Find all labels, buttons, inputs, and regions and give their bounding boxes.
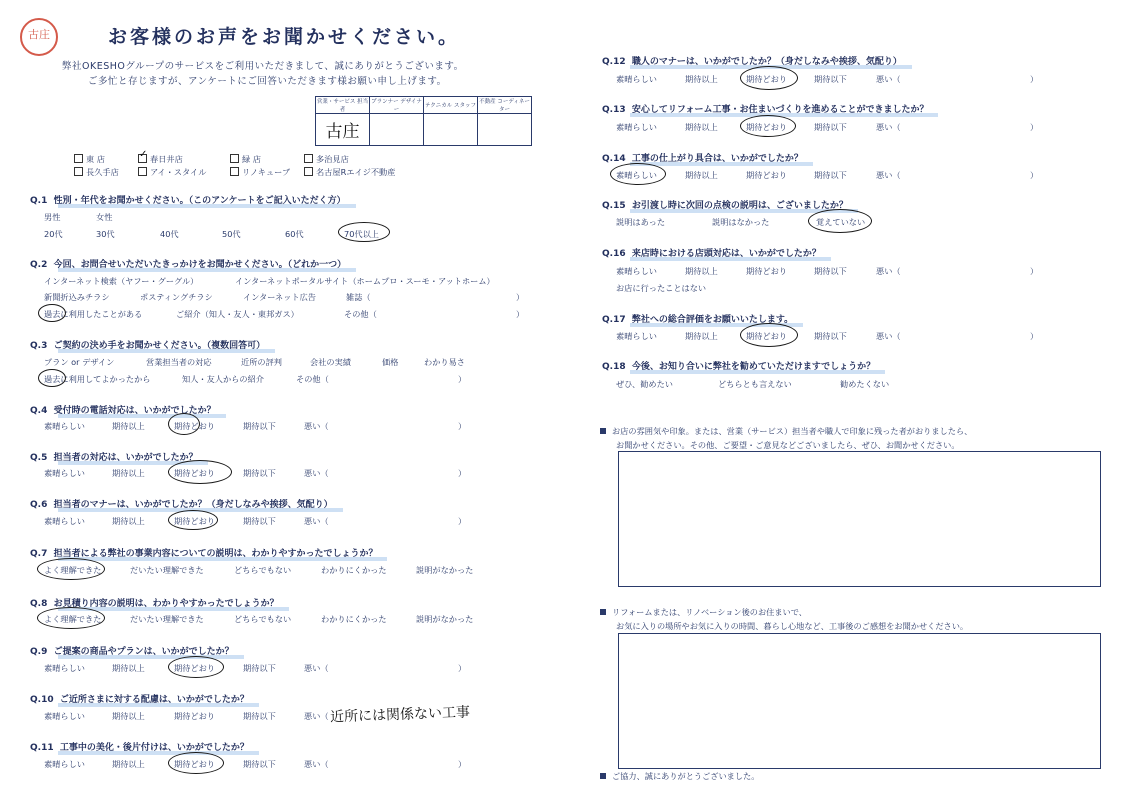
question-heading — [602, 102, 928, 115]
question-number: Q.2 — [30, 260, 48, 270]
option[interactable]: 新聞折込みチラシ — [44, 292, 110, 302]
option[interactable]: 悪い（ — [876, 122, 901, 132]
option[interactable]: 説明はあった — [616, 217, 666, 227]
option[interactable]: わかりにくかった — [321, 565, 387, 575]
store-checkbox[interactable] — [74, 167, 119, 178]
paren-close: ） — [1030, 331, 1039, 341]
checkbox-icon — [304, 167, 313, 176]
store-label: 東 店 — [86, 154, 105, 164]
store-label: 名古屋Rエイジ不動産 — [316, 167, 396, 177]
staff-header-realestate: 不動産 コーディネーター — [478, 97, 532, 114]
question-number: Q.11 — [30, 743, 54, 753]
question-number: Q.7 — [30, 549, 48, 559]
question-text: 性別・年代をお聞かせください。（このアンケートをご記入いただく方） — [53, 196, 346, 206]
selection-circle — [740, 66, 798, 90]
question-number: Q.4 — [30, 406, 48, 416]
question-heading — [30, 338, 265, 351]
option[interactable]: 営業担当者の対応 — [146, 357, 212, 367]
store-label: リノキューブ — [242, 167, 291, 177]
paren-close: ） — [1030, 170, 1039, 180]
option[interactable]: 期待以上 — [112, 468, 145, 478]
paren-close: ） — [516, 292, 525, 302]
question-number: Q.9 — [30, 647, 48, 657]
option[interactable]: 素晴らしい — [616, 331, 657, 341]
option[interactable]: 期待どおり — [746, 331, 787, 341]
selection-circle — [808, 209, 872, 233]
intro-line-2: ご多忙と存じますが、アンケートにご回答いただきます様お願い申し上げます。 — [88, 76, 447, 87]
question-text: ご近所さまに対する配慮は、いかがでしたか？ — [59, 695, 249, 705]
option[interactable]: 男性 — [44, 212, 61, 222]
comment-prompt-line: お店の雰囲気や印象。または、営業（サービス）担当者や職人で印象に残った者がおりましたら、 — [612, 426, 973, 436]
question-text: 安心してリフォーム工事・お住まいづくりを進めることができましたか？ — [631, 105, 929, 115]
question-heading — [30, 692, 249, 705]
option[interactable]: 期待どおり — [174, 711, 215, 721]
question-number: Q.8 — [30, 599, 48, 609]
question-text: 工事の仕上がり具合は、いかがでしたか？ — [631, 154, 803, 164]
option[interactable]: 素晴らしい — [616, 74, 657, 84]
option[interactable]: 期待以下 — [814, 122, 847, 132]
option[interactable]: 期待以下 — [243, 468, 276, 478]
option[interactable]: 期待以上 — [685, 170, 718, 180]
paren-close: ） — [516, 309, 525, 319]
question-text: 今回、お問合せいただいたきっかけをお聞かせください。（どれか一つ） — [53, 260, 347, 270]
option[interactable]: 素晴らしい — [616, 122, 657, 132]
question-text: 来店時における店頭対応は、いかがでしたか？ — [631, 249, 821, 259]
question-number: Q.1 — [30, 196, 48, 206]
closing-text: ご協力、誠にありがとうございました。 — [612, 771, 760, 781]
question-number: Q.5 — [30, 453, 48, 463]
option[interactable]: 勧めたくない — [840, 379, 890, 389]
option[interactable]: 期待以上 — [112, 759, 145, 769]
question-text: 弊社への総合評価をお願いいたします。 — [631, 315, 794, 325]
question-heading — [30, 546, 377, 559]
option[interactable]: 素晴らしい — [44, 421, 85, 431]
option[interactable]: 素晴らしい — [44, 516, 85, 526]
question-number: Q.6 — [30, 500, 48, 510]
selection-circle — [610, 163, 666, 185]
paren-close: ） — [458, 759, 467, 769]
question-text: 担当者の対応は、いかがでしたか？ — [53, 453, 198, 463]
comment-prompt-line: お聞かせください。その他、ご要望・ご意見などございましたら、ぜひ、お聞かせください。 — [616, 440, 960, 450]
staff-header-technical: テクニカル スタッフ — [424, 97, 478, 114]
option[interactable]: 50代 — [222, 229, 241, 239]
selection-circle — [338, 222, 390, 242]
option[interactable]: どちらでもない — [234, 614, 292, 624]
paren-close: ） — [1030, 74, 1039, 84]
option[interactable]: 期待以上 — [685, 122, 718, 132]
option[interactable]: 期待どおり — [746, 74, 787, 84]
staff-table — [315, 96, 532, 146]
question-text: 職人のマナーは、いかがでしたか？（身だしなみや挨拶、気配り） — [631, 57, 902, 67]
question-text: 担当者のマナーは、いかがでしたか？（身だしなみや挨拶、気配り） — [53, 500, 333, 510]
comment-prompt-1 — [600, 424, 972, 452]
option[interactable]: 期待どおり — [746, 122, 787, 132]
question-number: Q.18 — [602, 362, 626, 372]
option[interactable]: 近所の評判 — [241, 357, 282, 367]
store-checkbox[interactable] — [230, 167, 290, 178]
question-heading — [30, 257, 346, 270]
selection-circle — [37, 558, 105, 580]
option[interactable]: 期待以上 — [685, 331, 718, 341]
checkbox-icon — [230, 167, 239, 176]
page-title: お客様のお声をお聞かせください。 — [108, 26, 461, 48]
checkbox-icon — [74, 154, 83, 163]
question-heading — [602, 359, 875, 372]
option[interactable]: 素晴らしい — [44, 663, 85, 673]
square-bullet-icon — [600, 609, 606, 615]
option[interactable]: 悪い（ — [876, 266, 901, 276]
question-number: Q.13 — [602, 105, 626, 115]
selection-circle — [168, 413, 200, 435]
option[interactable]: 説明はなかった — [712, 217, 770, 227]
paren-close: ） — [458, 516, 467, 526]
selection-circle — [37, 607, 105, 629]
option[interactable]: 60代 — [285, 229, 304, 239]
store-label: 春日井店 — [150, 154, 183, 164]
option[interactable]: プラン or デザイン — [44, 357, 115, 367]
question-number: Q.12 — [602, 57, 626, 67]
option[interactable]: 覚えていない — [816, 217, 866, 227]
staff-sales-name: 古庄 — [325, 122, 360, 142]
option[interactable]: 期待以下 — [814, 266, 847, 276]
option[interactable]: 期待どおり — [174, 468, 215, 478]
comment-box-after-construction[interactable] — [618, 633, 1101, 769]
option[interactable]: 期待以上 — [112, 516, 145, 526]
square-bullet-icon — [600, 773, 606, 779]
comment-prompt-2 — [600, 605, 968, 633]
selection-circle — [38, 369, 66, 387]
option[interactable]: よく理解できた — [44, 614, 102, 624]
option[interactable]: 素晴らしい — [44, 468, 85, 478]
question-text: 工事中の美化・後片付けは、いかがでしたか？ — [59, 743, 249, 753]
option[interactable]: だいたい理解できた — [130, 614, 204, 624]
checkbox-icon — [230, 154, 239, 163]
question-heading — [602, 54, 902, 67]
option[interactable]: 素晴らしい — [44, 711, 85, 721]
option[interactable]: 悪い（ — [304, 468, 329, 478]
option[interactable]: 期待以上 — [112, 663, 145, 673]
option[interactable]: どちらとも言えない — [718, 379, 792, 389]
option[interactable]: 30代 — [96, 229, 115, 239]
paren-close: ） — [458, 663, 467, 673]
checkbox-icon — [304, 154, 313, 163]
checkbox-icon — [138, 167, 147, 176]
selection-circle — [168, 656, 224, 678]
option[interactable]: 期待以下 — [243, 663, 276, 673]
comment-box-impressions[interactable] — [618, 451, 1101, 587]
question-heading — [602, 198, 848, 211]
checked-checkbox-icon — [138, 149, 148, 163]
option[interactable]: その他（ — [344, 309, 377, 319]
option[interactable]: その他（ — [296, 374, 329, 384]
option[interactable]: 素晴らしい — [44, 759, 85, 769]
check-mark-icon: ✓ — [139, 149, 148, 160]
option[interactable]: 期待以下 — [243, 421, 276, 431]
option[interactable]: 悪い（ — [304, 711, 329, 721]
comment-prompt-line: お気に入りの場所やお気に入りの時間、暮らし心地など、工事後のご感想をお聞かせください。 — [616, 621, 969, 631]
option[interactable]: 期待以上 — [685, 74, 718, 84]
store-label: 長久手店 — [86, 167, 119, 177]
store-checkbox[interactable] — [74, 154, 105, 165]
option[interactable]: インターネットポータルサイト（ホームプロ・スーモ・アットホーム） — [235, 276, 495, 286]
store-label: 緑 店 — [242, 154, 261, 164]
staff-sales-field[interactable] — [316, 114, 370, 146]
paren-close: ） — [458, 421, 467, 431]
option[interactable]: 期待どおり — [174, 663, 215, 673]
question-text: お引渡し時に次回の点検の説明は、ございましたか？ — [631, 201, 848, 211]
option[interactable]: 悪い（ — [304, 663, 329, 673]
checkbox-icon — [74, 167, 83, 176]
selection-circle — [168, 510, 218, 530]
option[interactable]: 会社の実績 — [310, 357, 351, 367]
handwritten-comment: 近所には関係ない工事 — [329, 704, 471, 726]
option[interactable]: どちらでもない — [234, 565, 292, 575]
option[interactable]: 期待以上 — [112, 711, 145, 721]
option[interactable]: 悪い（ — [304, 516, 329, 526]
store-label: 多治見店 — [316, 154, 349, 164]
option[interactable]: よく理解できた — [44, 565, 102, 575]
question-text: 今後、お知り合いに弊社を勧めていただけますでしょうか？ — [631, 362, 876, 372]
option[interactable]: 悪い（ — [876, 170, 901, 180]
question-number: Q.17 — [602, 315, 626, 325]
selection-circle — [740, 115, 796, 137]
option[interactable]: わかりにくかった — [321, 614, 387, 624]
question-heading — [602, 246, 821, 259]
question-number: Q.15 — [602, 201, 626, 211]
option[interactable]: 期待以下 — [814, 170, 847, 180]
store-checkbox[interactable] — [230, 154, 261, 165]
option[interactable]: 説明がなかった — [416, 565, 474, 575]
option[interactable]: 期待どおり — [174, 516, 215, 526]
intro-line-1: 弊社OKESHOグループのサービスをご利用いただきまして、誠にありがとうございます。 — [62, 61, 464, 72]
question-text: 受付時の電話対応は、いかがでしたか？ — [53, 406, 216, 416]
option[interactable]: お店に行ったことはない — [616, 283, 707, 293]
option[interactable]: わかり易さ — [424, 357, 465, 367]
question-heading — [30, 644, 234, 657]
store-checkbox[interactable] — [138, 149, 183, 165]
option[interactable]: 素晴らしい — [616, 170, 657, 180]
selection-circle — [740, 323, 798, 347]
option[interactable]: 雑誌（ — [346, 292, 371, 302]
option[interactable]: インターネット広告 — [243, 292, 316, 302]
question-heading — [30, 193, 346, 206]
option[interactable]: 悪い（ — [304, 421, 329, 431]
staff-planner-field[interactable] — [370, 114, 424, 146]
option[interactable]: 素晴らしい — [616, 266, 657, 276]
square-bullet-icon — [600, 428, 606, 434]
option[interactable]: 悪い（ — [876, 74, 901, 84]
option[interactable]: 期待以下 — [243, 759, 276, 769]
question-heading — [30, 740, 249, 753]
question-text: お見積り内容の説明は、わかりやすかったでしょうか？ — [53, 599, 279, 609]
seal-stamp: 古庄 — [20, 18, 58, 56]
store-checkbox[interactable] — [304, 154, 349, 165]
selection-circle — [168, 460, 232, 484]
staff-header-sales: 営業・サービス 担当者 — [316, 97, 370, 114]
paren-close: ） — [458, 374, 467, 384]
paren-close: ） — [458, 468, 467, 478]
question-text: ご提案の商品やプランは、いかがでしたか？ — [53, 647, 234, 657]
option[interactable]: 20代 — [44, 229, 63, 239]
option[interactable]: 悪い（ — [304, 759, 329, 769]
option[interactable]: 期待以上 — [685, 266, 718, 276]
comment-prompt-line: リフォームまたは、リノベーション後のお住まいで、 — [612, 607, 807, 617]
option[interactable]: ぜひ、勧めたい — [616, 379, 673, 389]
store-checkbox[interactable] — [138, 167, 206, 178]
question-number: Q.14 — [602, 154, 626, 164]
question-text: 担当者による弊社の事業内容についての説明は、わかりやすかったでしょうか？ — [53, 549, 378, 559]
paren-close: ） — [1030, 266, 1039, 276]
staff-technical-field[interactable] — [424, 114, 478, 146]
option[interactable]: 期待どおり — [746, 266, 787, 276]
question-number: Q.16 — [602, 249, 626, 259]
option[interactable]: 女性 — [96, 212, 113, 222]
option[interactable]: 期待以上 — [112, 421, 145, 431]
question-heading — [602, 151, 803, 164]
option[interactable]: 過去に利用してよかったから — [44, 374, 151, 384]
option[interactable]: ポスティングチラシ — [140, 292, 213, 302]
question-text: ご契約の決め手をお聞かせください。（複数回答可） — [53, 341, 266, 351]
option[interactable]: 期待以下 — [243, 516, 276, 526]
question-number: Q.10 — [30, 695, 54, 705]
closing-message — [600, 771, 759, 782]
question-number: Q.3 — [30, 341, 48, 351]
selection-circle — [168, 752, 224, 774]
option[interactable]: 期待どおり — [746, 170, 787, 180]
option[interactable]: インターネット検索（ヤフー・グーグル） — [44, 276, 199, 286]
staff-realestate-field[interactable] — [478, 114, 532, 146]
option[interactable]: だいたい理解できた — [130, 565, 204, 575]
staff-header-planner: プランナー デザイナー — [370, 97, 424, 114]
question-heading — [30, 497, 333, 510]
paren-close: ） — [1030, 122, 1039, 132]
option[interactable]: 期待以下 — [814, 74, 847, 84]
option[interactable]: 期待どおり — [174, 759, 215, 769]
option[interactable]: 知人・友人からの紹介 — [182, 374, 264, 384]
option[interactable]: 期待どおり — [174, 421, 215, 431]
option[interactable]: 40代 — [160, 229, 179, 239]
option[interactable]: ご紹介（知人・友人・東邦ガス） — [176, 309, 299, 319]
option[interactable]: 過去に利用したことがある — [44, 309, 143, 319]
option[interactable]: 悪い（ — [876, 331, 901, 341]
option[interactable]: 説明がなかった — [416, 614, 474, 624]
store-checkbox[interactable] — [304, 167, 395, 178]
selection-circle — [38, 304, 66, 322]
option-selected[interactable]: 70代以上 — [344, 229, 379, 239]
option[interactable]: 期待以下 — [814, 331, 847, 341]
option[interactable]: 価格 — [382, 357, 399, 367]
store-label: アイ・スタイル — [150, 167, 207, 177]
question-heading — [30, 450, 198, 463]
option[interactable]: 期待以下 — [243, 711, 276, 721]
